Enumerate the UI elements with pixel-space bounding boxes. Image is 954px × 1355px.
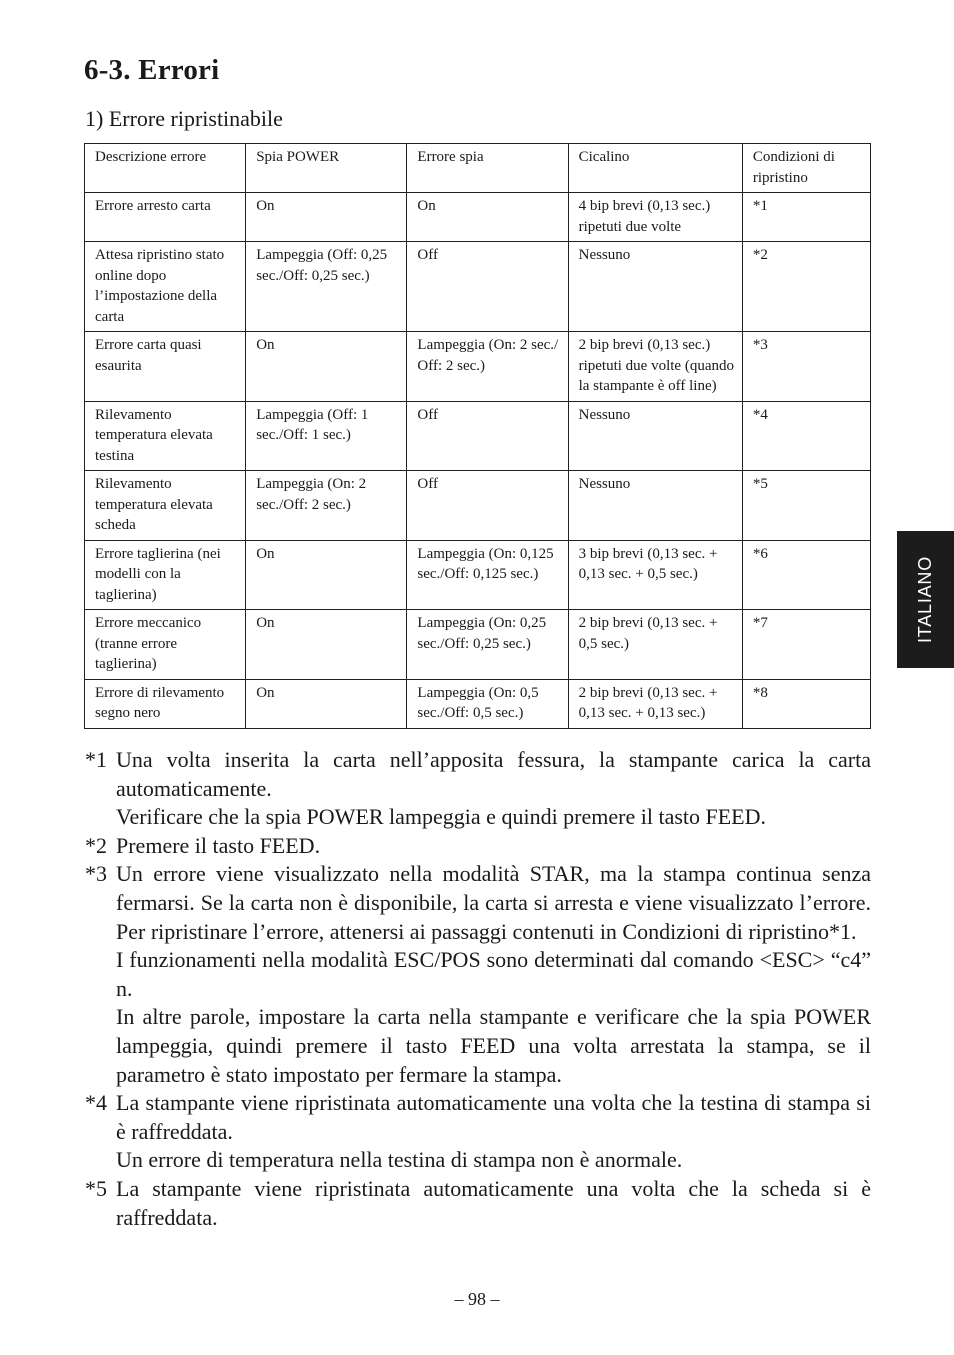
table-cell: Nessuno — [568, 242, 742, 332]
error-table — [84, 143, 871, 729]
page-number: – 98 – — [454, 1289, 500, 1309]
footnote — [85, 746, 871, 832]
table-cell: Errore di rilevamento segno nero — [85, 679, 246, 728]
table-cell: 3 bip brevi (0,13 sec. + 0,13 sec. + 0,5 sec.) — [568, 540, 742, 610]
table-cell: Lampeggia (On: 0,5 sec./Off: 0,5 sec.) — [407, 679, 568, 728]
table-cell: *1 — [742, 193, 870, 242]
table-cell: Lampeggia (Off: 0,25 sec./Off: 0,25 sec.) — [246, 242, 407, 332]
table-cell: *7 — [742, 610, 870, 680]
table-cell: 4 bip brevi (0,13 sec.) ripetuti due volte — [568, 193, 742, 242]
footnote-paragraph: In altre parole, impostare la carta nella stampante e verificare che la spia POWER lampeggia, quindi premere il tasto FEED una volta arrestata la stampa, se il parametro è stato impostato per fermare la stampa. — [116, 1004, 871, 1087]
table-header-cell: Errore spia — [407, 144, 568, 193]
table-cell: Nessuno — [568, 401, 742, 471]
table-cell: 2 bip brevi (0,13 sec.) ripetuti due volte (quando la stampante è off line) — [568, 332, 742, 402]
table-header-row — [85, 144, 871, 193]
table-row — [85, 610, 871, 680]
table-cell: *8 — [742, 679, 870, 728]
table-cell: *6 — [742, 540, 870, 610]
footnote-number: *5 — [85, 1175, 107, 1201]
table-row — [85, 242, 871, 332]
table-cell: Errore meccanico (tranne errore taglierina) — [85, 610, 246, 680]
table-cell: On — [246, 332, 407, 402]
table-cell: Errore carta quasi esaurita — [85, 332, 246, 402]
table-cell: Lampeggia (On: 0,125 sec./Off: 0,125 sec.) — [407, 540, 568, 610]
footnote-number: *3 — [85, 861, 107, 887]
table-header-cell: Cicalino — [568, 144, 742, 193]
table-row — [85, 401, 871, 471]
footnotes — [85, 746, 871, 1232]
table-row — [85, 679, 871, 728]
section-title: 1) Errore ripristinabile — [85, 106, 283, 131]
table-header-cell: Spia POWER — [246, 144, 407, 193]
table-cell: Rilevamento temperatura elevata scheda — [85, 471, 246, 541]
table-row — [85, 540, 871, 610]
table-header-cell: Descrizione errore — [85, 144, 246, 193]
footnote-paragraph: La stampante viene ripristinata automaticamente una volta che la scheda si è raffreddata. — [116, 1175, 871, 1230]
table-cell: *4 — [742, 401, 870, 471]
footnote-paragraph: Una volta inserita la carta nell’apposita fessura, la stampante carica la carta automaticamente. — [116, 747, 871, 801]
table-cell: On — [407, 193, 568, 242]
table-cell: Nessuno — [568, 471, 742, 541]
footnote-paragraph: Premere il tasto FEED. — [116, 832, 321, 858]
table-cell: Errore arresto carta — [85, 193, 246, 242]
footnote — [85, 1089, 871, 1175]
table-cell: On — [246, 679, 407, 728]
table-cell: Rilevamento temperatura elevata testina — [85, 401, 246, 471]
footnote-paragraph: Verificare che la spia POWER lampeggia e quindi premere il tasto FEED. — [116, 804, 767, 830]
table-cell: Off — [407, 401, 568, 471]
footnote-number: *4 — [85, 1090, 107, 1116]
table-cell: Off — [407, 242, 568, 332]
table-row — [85, 332, 871, 402]
footnote-paragraph: Un errore viene visualizzato nella modalità STAR, ma la stampa continua senza fermarsi. Se la carta non è disponibile, la carta si arresta e viene visualizzato l’errore. Per ripristinare l’errore, attenersi ai passaggi contenuti in Condizioni di ripristino*1. — [116, 861, 871, 944]
table-cell: *2 — [742, 242, 870, 332]
table-header-cell: Condizioni di ripristino — [742, 144, 870, 193]
language-tab-label: ITALIANO — [915, 555, 935, 644]
table-cell: *5 — [742, 471, 870, 541]
table-cell: On — [246, 540, 407, 610]
table-cell: On — [246, 610, 407, 680]
language-tab — [897, 531, 954, 668]
table-cell: Lampeggia (On: 2 sec./Off: 2 sec.) — [246, 471, 407, 541]
footnote — [85, 1175, 871, 1232]
table-row — [85, 193, 871, 242]
footnote-number: *1 — [85, 747, 107, 772]
table-cell: Errore taglierina (nei modelli con la taglierina) — [85, 540, 246, 610]
table-cell: *3 — [742, 332, 870, 402]
table-cell: Lampeggia (Off: 1 sec./Off: 1 sec.) — [246, 401, 407, 471]
footnote-paragraph: I funzionamenti nella modalità ESC/POS sono determinati dal comando <ESC> “c4” n. — [116, 947, 871, 1001]
footnote-paragraph: La stampante viene ripristinata automaticamente una volta che la testina di stampa si è raffreddata. — [116, 1090, 871, 1144]
table-row — [85, 471, 871, 541]
table-cell: 2 bip brevi (0,13 sec. + 0,5 sec.) — [568, 610, 742, 680]
table-cell: Attesa ripristino stato online dopo l’impostazione della carta — [85, 242, 246, 332]
table-cell: Lampeggia (On: 2 sec./ Off: 2 sec.) — [407, 332, 568, 402]
footnote-paragraph: Un errore di temperatura nella testina di stampa non è anormale. — [116, 1147, 683, 1173]
table-cell: On — [246, 193, 407, 242]
table-cell: Off — [407, 471, 568, 541]
footnote — [85, 832, 871, 861]
table-cell: 2 bip brevi (0,13 sec. + 0,13 sec. + 0,13 sec.) — [568, 679, 742, 728]
footnote — [85, 860, 871, 1089]
footnote-number: *2 — [85, 832, 107, 858]
table-cell: Lampeggia (On: 0,25 sec./Off: 0,25 sec.) — [407, 610, 568, 680]
page-title: 6-3. Errori — [84, 54, 220, 86]
